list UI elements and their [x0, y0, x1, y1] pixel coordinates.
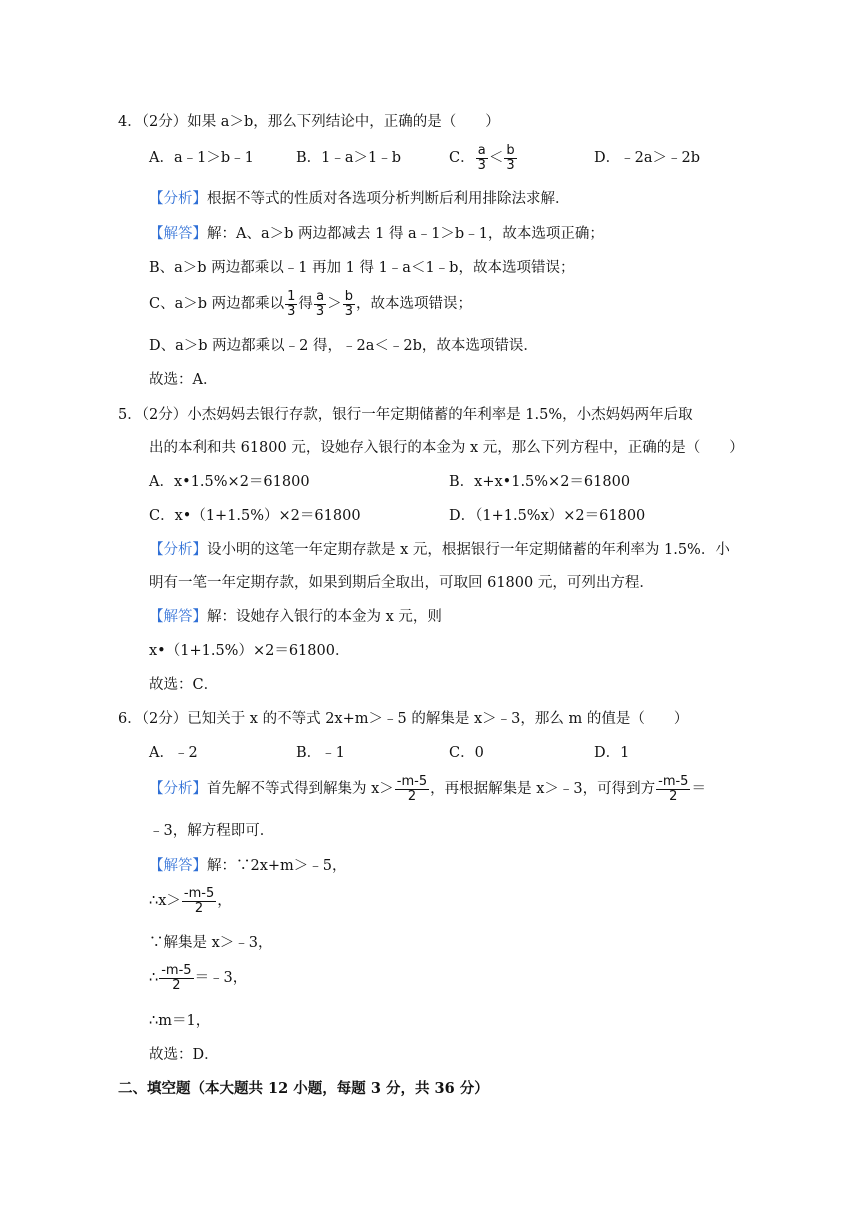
q6-option-d: D．1	[594, 745, 630, 761]
q6-analysis-line-1: 【分析】首先解不等式得到解集为 x＞ $\frac{-m-5}{2}$ ，再根据解集是 x＞﹣3，可得到方 $\frac{-m-5}{2}$ ＝	[149, 773, 706, 804]
q4-option-a: A．a﹣1＞b﹣1	[149, 150, 254, 166]
q6-option-b: B．﹣1	[296, 745, 345, 761]
section-heading: 二、填空题（本大题共 12 小题，每题 3 分，共 36 分）	[118, 1080, 489, 1097]
q4-stem: 4．（2分）如果 a＞b，那么下列结论中，正确的是（ ）	[118, 114, 500, 130]
q5-option-c: C．x•（1+1.5%）×2＝61800	[149, 508, 361, 524]
answer-tag: 【解答】	[149, 858, 207, 874]
q5-option-a: A．x•1.5%×2＝61800	[149, 474, 310, 490]
fraction: $\frac{-m-5}{2}$	[396, 773, 428, 804]
q5-option-b: B．x+x•1.5%×2＝61800	[449, 474, 631, 490]
q6-answer-line-2: ∴x＞ $\frac{-m-5}{2}$ ，	[149, 885, 232, 916]
q4-option-d: D．﹣2a＞﹣2b	[594, 150, 701, 166]
q6-option-c: C．0	[449, 745, 484, 761]
q6-answer-line-1: 【解答】解：∵2x+m＞﹣5，	[149, 858, 347, 874]
q5-choice: 故选：C．	[149, 677, 219, 693]
fraction: $\frac{a}{3}$	[477, 142, 486, 173]
q4-answer-line-1: 【解答】解：A、a＞b 两边都减去 1 得 a﹣1＞b﹣1，故本选项正确；	[149, 226, 604, 242]
fraction: $\frac{a}{3}$	[315, 288, 325, 319]
q5-stem-line-1: 5．（2分）小杰妈妈去银行存款，银行一年定期储蓄的年利率是 1.5%，小杰妈妈两年后取	[118, 407, 693, 423]
q6-analysis-line-2: ﹣3，解方程即可．	[149, 823, 275, 839]
analysis-tag: 【分析】	[149, 542, 207, 558]
q4-answer-line-3: C、a＞b 两边都乘以 $\frac{1}{3}$ 得 $\frac{a}{3}$ ＞ $\frac{b}{3}$ ，故本选项错误；	[149, 288, 472, 319]
q4-answer-line-2: B、a＞b 两边都乘以﹣1 再加 1 得 1﹣a＜1﹣b，故本选项错误；	[149, 260, 575, 276]
q6-answer-line-3: ∵解集是 x＞﹣3，	[149, 935, 273, 951]
analysis-tag: 【分析】	[149, 781, 207, 797]
analysis-tag: 【分析】	[149, 191, 207, 207]
q5-answer-line-1: 【解答】解：设她存入银行的本金为 x 元，则	[149, 609, 442, 625]
q5-answer-line-2: x•（1+1.5%）×2＝61800．	[149, 643, 350, 659]
q4-option-b: B．1﹣a＞1﹣b	[296, 150, 402, 166]
q5-stem-line-2: 出的本利和共 61800 元，设她存入银行的本金为 x 元，那么下列方程中，正确的是（ ）	[149, 440, 744, 456]
q4-option-c: C． $\frac{a}{3}$ ＜ $\frac{b}{3}$	[449, 142, 515, 173]
answer-tag: 【解答】	[149, 609, 207, 625]
answer-tag: 【解答】	[149, 226, 207, 242]
fraction: $\frac{-m-5}{2}$	[161, 962, 192, 993]
fraction: $\frac{b}{3}$	[344, 288, 353, 319]
q4-answer-line-4: D、a＞b 两边都乘以﹣2 得，﹣2a＜﹣2b，故本选项错误．	[149, 338, 538, 354]
q4-analysis: 【分析】根据不等式的性质对各选项分析判断后利用排除法求解．	[149, 191, 570, 207]
q5-analysis-line-2: 明有一笔一年定期存款，如果到期后全取出，可取回 61800 元，可列出方程．	[149, 575, 654, 591]
fraction: $\frac{1}{3}$	[287, 288, 296, 319]
fraction: $\frac{-m-5}{2}$	[658, 773, 689, 804]
q5-analysis-line-1: 【分析】设小明的这笔一年定期存款是 x 元，根据银行一年定期储蓄的年利率为 1.5%．小	[149, 542, 730, 558]
q5-option-d: D．（1+1.5%x）×2＝61800	[449, 508, 646, 524]
fraction: $\frac{-m-5}{2}$	[183, 885, 215, 916]
q6-answer-line-5: ∴m＝1，	[149, 1013, 211, 1029]
q6-choice: 故选：D．	[149, 1047, 219, 1063]
fraction: $\frac{b}{3}$	[506, 142, 515, 173]
q6-option-a: A．﹣2	[149, 745, 198, 761]
q6-answer-line-4: ∴ $\frac{-m-5}{2}$ ＝﹣3，	[149, 962, 248, 993]
q4-choice: 故选：A．	[149, 372, 218, 388]
q6-stem: 6．（2分）已知关于 x 的不等式 2x+m＞﹣5 的解集是 x＞﹣3，那么 m 的值是（ ）	[118, 711, 689, 727]
